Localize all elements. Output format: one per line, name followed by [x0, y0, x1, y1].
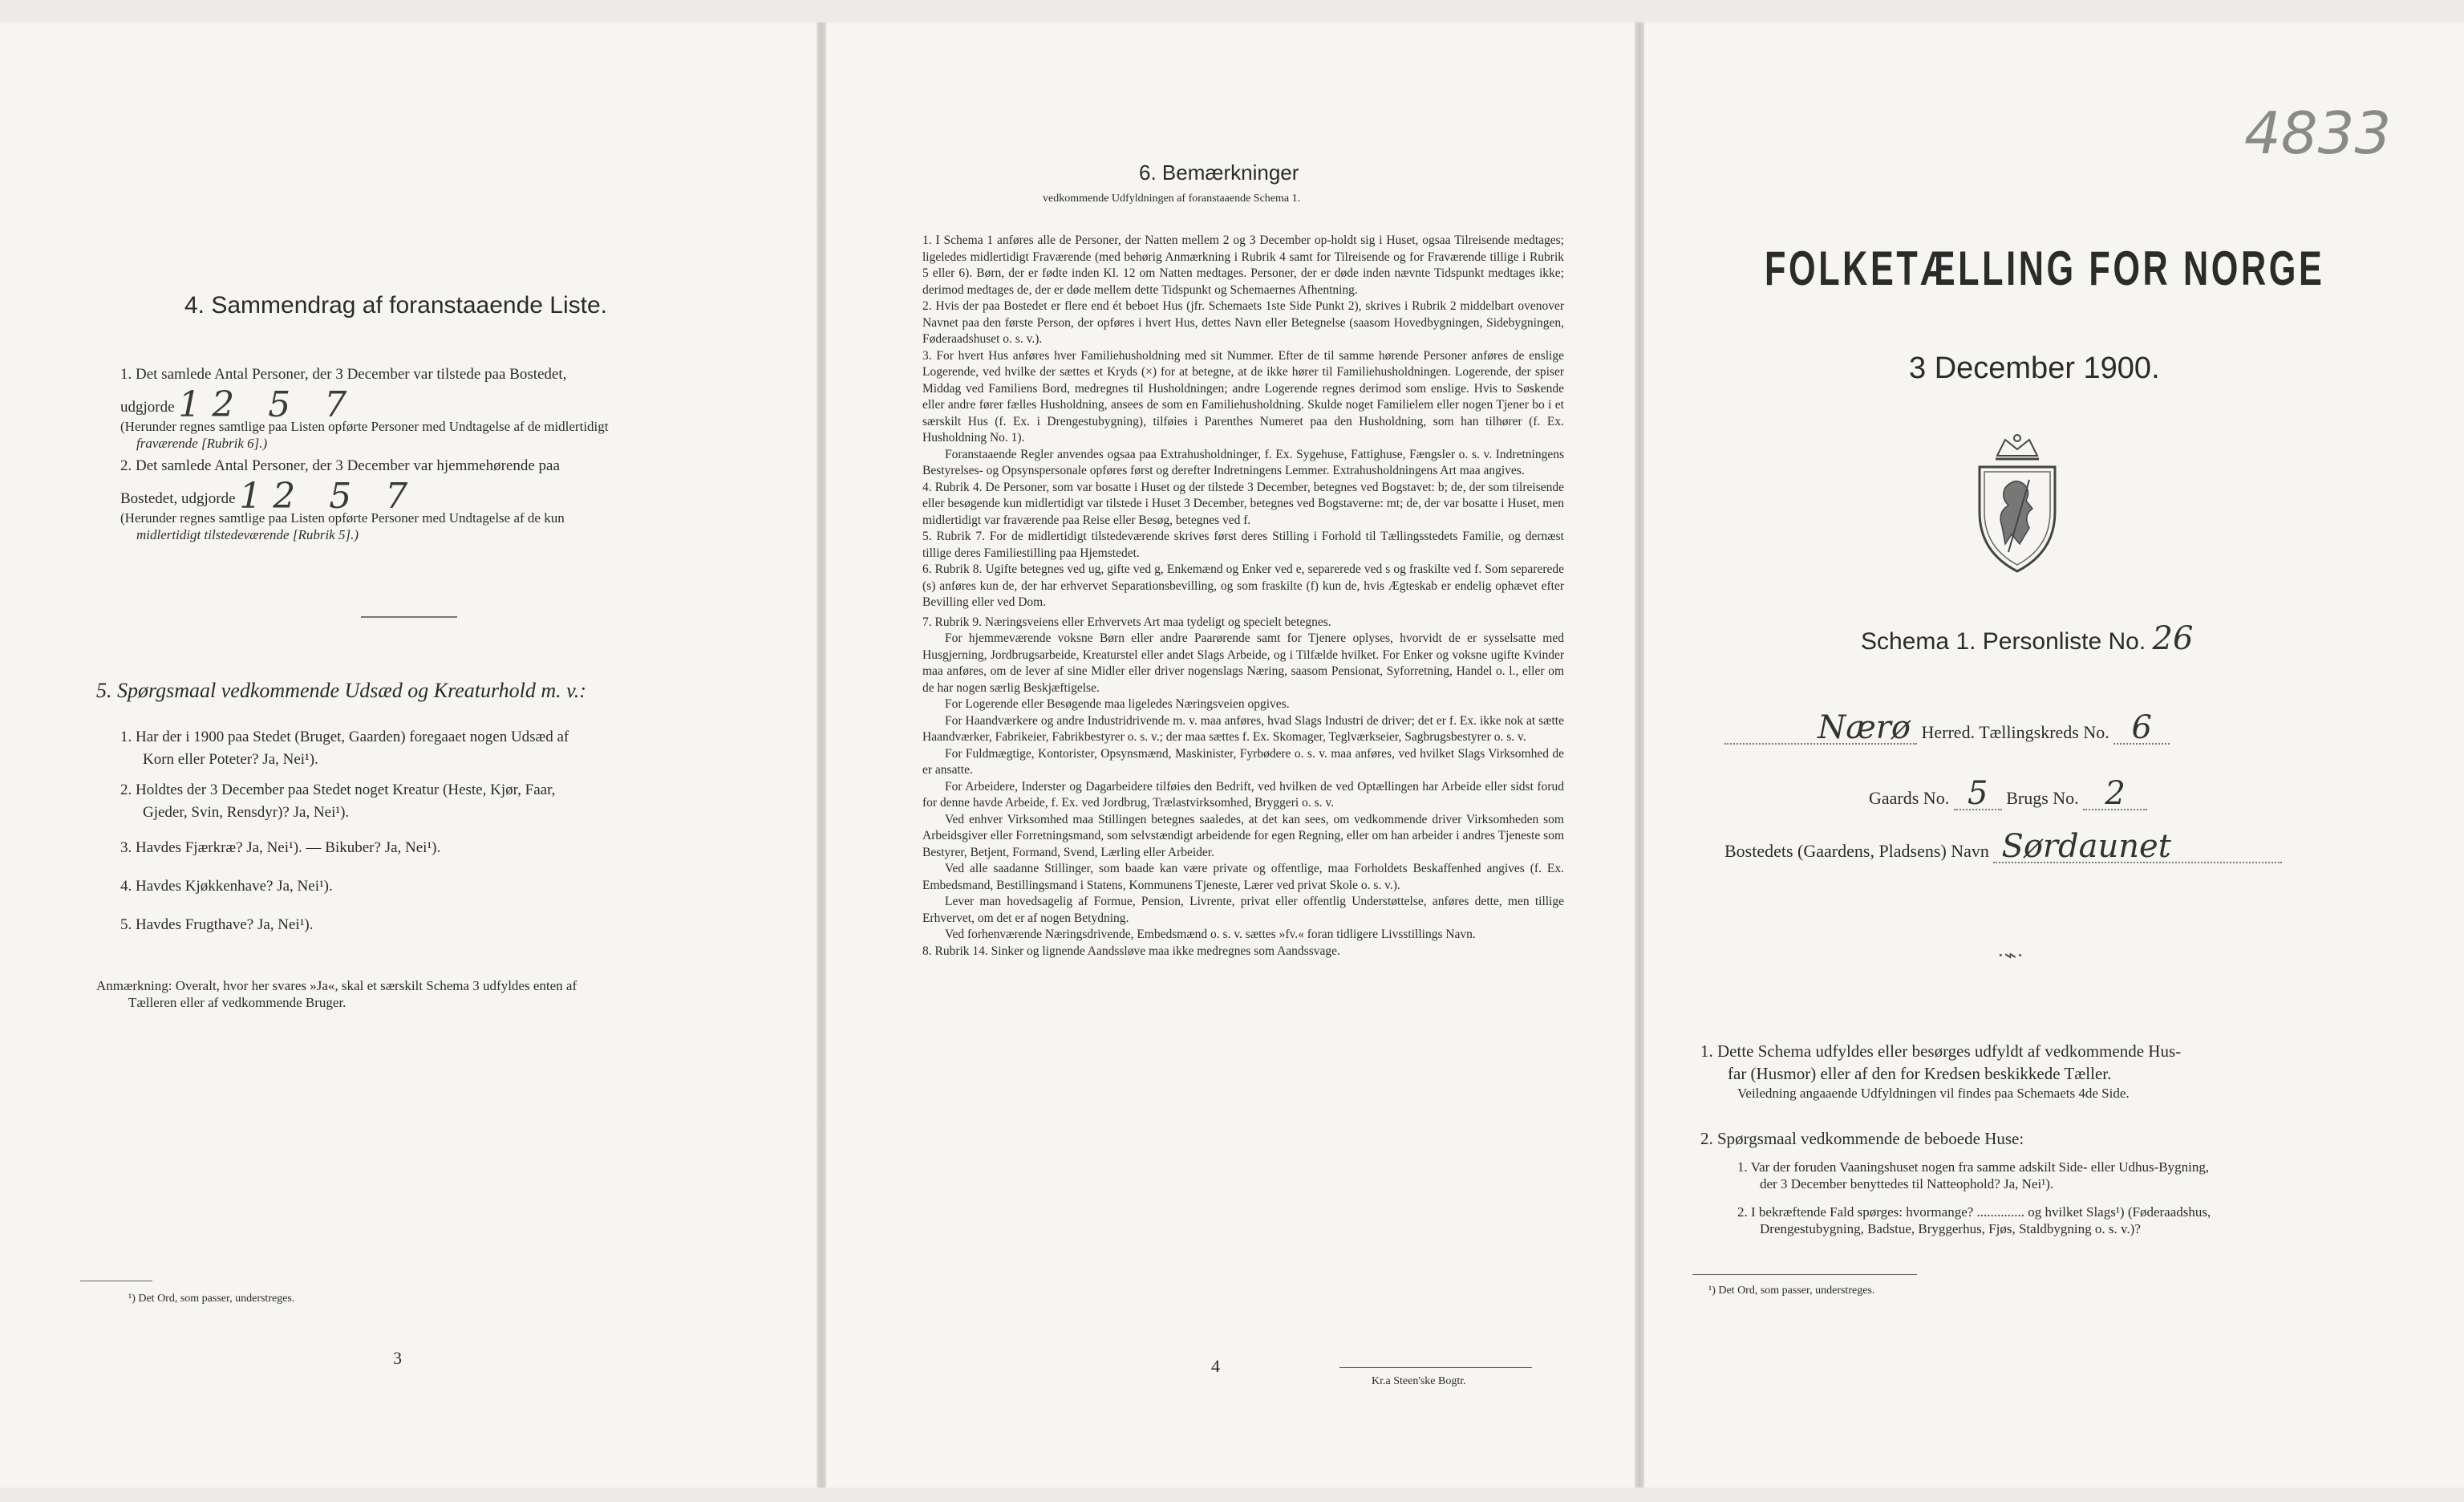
kreds-value: 6: [2131, 709, 2152, 746]
census-date: 3 December 1900.: [1909, 351, 2160, 385]
remark-paragraph: Lever man hovedsagelig af Formue, Pension, Livrente, privat eller offentlig Understøttelse, anføres dette, men tillige Erhvervet, om det er af nogen Betydning.: [922, 895, 1564, 925]
instruction-2-q2b: Drengestubygning, Badstue, Bryggerhus, Fjøs, Staldbygning o. s. v.)?: [1760, 1221, 2141, 1236]
brug-value: 2: [2105, 775, 2126, 812]
s5-question-2a: 2. Holdtes der 3 December paa Stedet noget Kreatur (Heste, Kjør, Faar,: [120, 781, 556, 798]
q1-values: 12 5 7: [178, 384, 359, 425]
remark-paragraph: Ved forhenværende Næringsdrivende, Embedsmænd o. s. v. sættes »fv.« foran tidligere Livsstillings Navn.: [945, 928, 1476, 941]
summary-question-1: [120, 364, 754, 452]
section4-title: 4. Sammendrag af foranstaaende Liste.: [184, 292, 607, 319]
summary-question-2: [120, 456, 754, 543]
gaard-value: 5: [1967, 775, 1988, 812]
instruction-2-q2a: 2. I bekræftende Fald spørges: hvormange? .............. og hvilket Slags¹) (Føderaadshus,: [1737, 1204, 2211, 1220]
annotation-line2: Tælleren eller af vedkommende Bruger.: [128, 995, 346, 1010]
divider: [361, 616, 457, 618]
remark-paragraph: 4. Rubrik 4. De Personer, som var bosatte i Huset og der tilstede 3 December, betegnes ved Bogstavet: b; de, der som tilreisende eller besøgende kun midlertidigt var tilstede i Huset 3 December, betegnes ved Bogstaverne: mt; de, der var bosatte i Huset, men midlertidigt var fraværende paa Reise eller Besøg, betegnes ved f.: [922, 480, 1564, 527]
census-title: FOLKETÆLLING FOR NORGE: [1765, 242, 2325, 295]
remark-paragraph: For Logerende eller Besøgende maa ligeledes Næringsveien opgives.: [945, 697, 1290, 711]
remark-paragraph: For Fuldmægtige, Kontorister, Opsynsmænd, Maskinister, Fyrbødere o. s. v. maa anføres, ved hvilket Slags Virksomhed de er ansatte.: [922, 746, 1564, 777]
ornament: ·⌁·: [1997, 944, 2024, 967]
herred-row: [1724, 709, 2170, 746]
section6-subtitle: vedkommende Udfyldningen af foranstaaende Schema 1.: [1043, 193, 1301, 205]
q1-note2: fraværende [Rubrik 6].): [136, 436, 268, 451]
remark-paragraph: 5. Rubrik 7. For de midlertidigt tilstedeværende skrives først deres Stilling i Forhold til Tællingsstedets Familie, og dernæst tillige deres Familiestilling paa Hjemstedet.: [922, 530, 1564, 560]
remark-paragraph: Foranstaaende Regler anvendes ogsaa paa Extrahusholdninger, f. Ex. Sygehuse, Fattighuse, Fængsler o. s. v. Indretningens Bestyrelses- og Opsynspersonale opføres først og derefter Indretningens Lemmer. Extrahusholdningens Art maa angives.: [922, 447, 1564, 477]
remark-paragraph: Ved alle saadanne Stillinger, som baade kan være private og offentlige, maa Forholdets Beskaffenhed angives (f. Ex. Embedsmand, Bestillingsmand i Statens, Kommunens Tjeneste, Lærer ved privat Skole o. s. v.).: [922, 862, 1564, 892]
gaard-label: Gaards No.: [1869, 788, 1950, 808]
remark-paragraph: 6. Rubrik 8. Ugifte betegnes ved ug, gifte ved g, Enkemænd og Enker ved e, separerede ved s og fraskilte ved f. Som separerede (s) anføres kun de, der har erhvervet Separationsbevilling, og som fraskilte (f) kun de, hvis Ægteskab er endelig ophævet efter Bevilling eller ved Dom.: [922, 562, 1564, 609]
annotation-note: [96, 977, 738, 1011]
annotation-line1: Anmærkning: Overalt, hvor her svares »Ja«, skal et særskilt Schema 3 udfyldes enten af: [96, 978, 578, 993]
remark-paragraph: 8. Rubrik 14. Sinker og lignende Aandssløve maa ikke medregnes som Aandssvage.: [922, 944, 1340, 958]
bosted-label: Bostedets (Gaardens, Pladsens) Navn: [1724, 841, 1989, 861]
instruction-2-title: 2. Spørgsmaal vedkommende de beboede Huse:: [1700, 1129, 2024, 1148]
herred-label: Herred.: [1921, 722, 1976, 742]
q1-label: udgjorde: [120, 399, 175, 416]
page-left: [0, 22, 817, 1488]
printer-imprint: Kr.a Steen'ske Bogtr.: [1372, 1375, 1466, 1387]
s5-question-2b: Gjeder, Svin, Rensdyr)? Ja, Nei¹).: [143, 804, 350, 821]
schema-label: Schema 1. Personliste No.: [1861, 628, 2146, 655]
page-gutter: [1635, 22, 1644, 1488]
remarks-body: [922, 233, 1564, 960]
s5-question-1a: 1. Har der i 1900 paa Stedet (Bruget, Gaarden) foregaaet nogen Udsæd af: [120, 729, 569, 745]
footnote: ¹) Det Ord, som passer, understreges.: [1708, 1285, 1875, 1297]
remark-paragraph: For hjemmeværende voksne Børn eller andre Paarørende samt for Tjenere oplyses, hvorvidt de er sysselsatte med Husgjerning, Jordbrugsarbeide, Kreaturstel eller andet Slags Arbeide, og i Tilfælde hvilket. For Enker og voksne ugifte Kvinder maa anføres, om de lever af sine Midler eller driver nogenslags Næring, saasom Pensionat, Syforretning, Handel o. l., eller om de har nogen særlig Beskjæftigelse.: [922, 631, 1564, 695]
remark-paragraph: 1. I Schema 1 anføres alle de Personer, der Natten mellem 2 og 3 December op-holdt sig i Huset, ogsaa Tilreisende medtages; ligeledes midlertidigt Fraværende (med behørig Anmærkning i Rubrik 4 samt for Tilreisende og for Fraværende tillige i Rubrik 5 eller 6). Børn, der er fødte inden Kl. 12 om Natten medtages. Personer, der er døde inden nævnte Tidspunkt medtages ikke; derimod medtages de, der er døde mellem dette Tidspunkt og Schemaernes Afhentning.: [922, 233, 1564, 297]
footnote: ¹) Det Ord, som passer, understreges.: [128, 1293, 295, 1305]
page-middle: [826, 22, 1635, 1488]
instruction-1: [1700, 1040, 2406, 1102]
norwegian-lion-icon: [1973, 432, 2061, 580]
page-right: [1644, 22, 2464, 1488]
archive-number: 4833: [2244, 99, 2392, 167]
remark-paragraph: 7. Rubrik 9. Næringsveiens eller Erhvervets Art maa tydeligt og specielt betegnes.: [922, 615, 1331, 629]
q1-line1: 1. Det samlede Antal Personer, der 3 December var tilstede paa Bostedet,: [120, 366, 567, 383]
bosted-value: Sørdaunet: [2001, 828, 2171, 865]
q2-note2: midlertidigt tilstedeværende [Rubrik 5].): [136, 527, 359, 542]
q2-note1: (Herunder regnes samtlige paa Listen opførte Personer med Undtagelse af de kun: [120, 510, 565, 526]
section6-title: 6. Bemærkninger: [1139, 160, 1299, 185]
q2-line1: 2. Det samlede Antal Personer, der 3 December var hjemmehørende paa: [120, 457, 560, 474]
remark-paragraph: 3. For hvert Hus anføres hver Familiehusholdning med sit Nummer. Efter de til samme hørende Personer anføres de enslige Logerende, ved hvilke der sættes et Kryds (×) for at betegne, at de ikke hører til Familiehusholdningen. Logerende, der spiser Middag ved Familiens Bord, medregnes til Husholdningen; andre Logerende regnes derimod som enslige. Hvis to Søskende eller andre fører fælles Husholdning, ansees de som en Familiehusholdning. Skulde noget Familielem eller nogen Tjener bo i et særskilt Hus (f. Ex. i Drengestubygning), tilføies i Parenthes Numeret paa den Husholdning, som han tilhører (f. Ex. Husholdning No. 1).: [922, 348, 1564, 445]
footnote-rule: [1692, 1274, 1917, 1275]
instruction-2-q1b: der 3 December benyttedes til Natteophold? Ja, Nei¹).: [1760, 1176, 2054, 1191]
s5-question-1b: Korn eller Poteter? Ja, Nei¹).: [143, 751, 318, 768]
s5-question-4: 4. Havdes Kjøkkenhave? Ja, Nei¹).: [120, 878, 333, 895]
herred-value: Nærø: [1818, 709, 1911, 746]
brug-label: Brugs No.: [2006, 788, 2079, 808]
printer-rule: [1339, 1367, 1532, 1368]
schema-line: [1861, 620, 2193, 657]
q1-note1: (Herunder regnes samtlige paa Listen opførte Personer med Undtagelse af de midlertidigt: [120, 419, 609, 434]
page-number: 4: [1211, 1356, 1220, 1376]
gaard-row: [1869, 775, 2147, 812]
s5-question-3: 3. Havdes Fjærkræ? Ja, Nei¹). — Bikuber? Ja, Nei¹).: [120, 839, 441, 856]
remark-paragraph: For Arbeidere, Inderster og Dagarbeidere tilføies den Bedrift, ved hvilken de ved Optællingen har Arbeide eller sidst forud for denne havde Arbeide, f. Ex. ved Jordbrug, Trælastvirksomhed, Bryggeri o. s. v.: [922, 779, 1564, 810]
page-gutter: [817, 22, 826, 1488]
page-number: 3: [393, 1348, 402, 1368]
schema-number: 26: [2152, 620, 2194, 657]
remark-paragraph: 2. Hvis der paa Bostedet er flere end ét beboet Hus (jfr. Schemaets 1ste Side Punkt 2), skrives i Rubrik 2 middelbart ovenover Navnet paa den første Person, der opføres i hvert Hus, dettes Navn eller Betegnelse (saasom Hovedbygningen, Sidebygningen, Føderaadshuset o. s. v.).: [922, 299, 1564, 346]
q2-values: 12 5 7: [239, 476, 419, 517]
kreds-label: Tællingskreds No.: [1979, 722, 2109, 742]
bosted-row: [1724, 828, 2282, 865]
instruction-2: [1700, 1128, 2406, 1237]
instruction-1-line-b: far (Husmor) eller af den for Kredsen beskikkede Tæller.: [1728, 1064, 2112, 1083]
instruction-1-line-c: Veiledning angaaende Udfyldningen vil findes paa Schemaets 4de Side.: [1737, 1086, 2130, 1101]
s5-question-5: 5. Havdes Frugthave? Ja, Nei¹).: [120, 916, 314, 933]
q2-label: Bostedet, udgjorde: [120, 490, 236, 507]
remark-paragraph: Ved enhver Virksomhed maa Stillingen betegnes saaledes, at det kan sees, om vedkommende driver Virksomheden som Arbeidsgiver eller Forretningsmand, som selvstændigt arbeidende for egen Regning, eller om han arbeider i andres Tjeneste som Bestyrer, Betjent, Formand, Svend, Lærling eller Arbeider.: [922, 812, 1564, 859]
section5-title: 5. Spørgsmaal vedkommende Udsæd og Kreaturhold m. v.:: [96, 679, 586, 702]
instruction-1-line-a: 1. Dette Schema udfyldes eller besørges udfyldt af vedkommende Hus-: [1700, 1041, 2182, 1061]
remark-paragraph: For Haandværkere og andre Industridrivende m. v. maa anføres, hvad Slags Industri de driver; det er f. Ex. ikke nok at sætte Haandværker, Fabrikeier, Fabrikbestyrer o. s. v.; der maa sættes f. Ex. Skomager, Teglværkseier, Sagbrugsbestyrer o. s. v.: [922, 713, 1564, 744]
instruction-2-q1a: 1. Var der foruden Vaaningshuset nogen fra samme adskilt Side- eller Udhus-Bygning,: [1737, 1159, 2210, 1175]
